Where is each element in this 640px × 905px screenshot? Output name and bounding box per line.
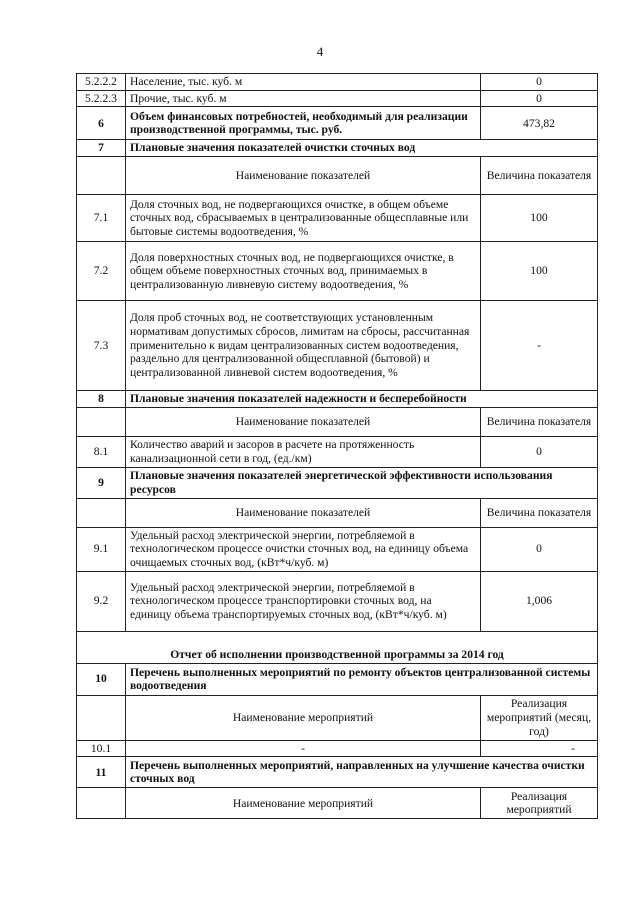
section-title: Перечень выполненных мероприятий, направленных на улучшение качества очистки сточных вод: [126, 757, 598, 788]
table-row: [77, 195, 598, 242]
row-value: 0: [481, 436, 598, 467]
row-number: 7.2: [77, 242, 126, 301]
value-column-header: Величина показателя: [481, 157, 598, 195]
row-value: 473,82: [481, 107, 598, 140]
row-number: 5.2.2.3: [77, 90, 126, 107]
row-text: -: [126, 740, 481, 757]
section-row: [77, 467, 598, 498]
row-number: 9.1: [77, 527, 126, 571]
row-value: 1,006: [481, 571, 598, 631]
section-row: [77, 757, 598, 788]
name-column-header: Наименование показателей: [126, 407, 481, 436]
column-header-row: [77, 695, 598, 740]
row-value: 0: [481, 90, 598, 107]
section-title: Плановые значения показателей очистки сточных вод: [126, 140, 598, 157]
report-title-row: [77, 631, 598, 663]
row-number: 6: [77, 107, 126, 140]
table-row: [77, 74, 598, 91]
row-number: 7.1: [77, 195, 126, 242]
page-number: 4: [316, 44, 324, 59]
section-number: 8: [77, 391, 126, 408]
section-number: 10: [77, 663, 126, 695]
name-column-header: Наименование мероприятий: [126, 695, 481, 740]
section-number: 11: [77, 757, 126, 788]
section-number: 7: [77, 140, 126, 157]
column-header-row: [77, 788, 598, 819]
name-column-header: Наименование показателей: [126, 498, 481, 527]
row-value: 100: [481, 242, 598, 301]
row-text: Доля проб сточных вод, не соответствующих установленным нормативам допустимых сбросов, лимитам на сбросы, рассчитанная применительно к видам централизованных систем водоотведения, раздельно для централизованной общесплавной (бытовой) и централизованной ливневой систем водоотведения, %: [126, 301, 481, 391]
row-text: Прочие, тыс. куб. м: [126, 90, 481, 107]
program-table: [76, 73, 598, 819]
table-row: [77, 571, 598, 631]
row-number: 7.3: [77, 301, 126, 391]
section-row: [77, 391, 598, 408]
name-column-header: Наименование мероприятий: [126, 788, 481, 819]
row-number: 8.1: [77, 436, 126, 467]
row-value: 0: [481, 527, 598, 571]
table-row: [77, 107, 598, 140]
table-row: [77, 90, 598, 107]
row-text: Население, тыс. куб. м: [126, 74, 481, 91]
table-row: [77, 242, 598, 301]
table-row: [77, 436, 598, 467]
row-value: -: [481, 740, 598, 757]
row-value: 0: [481, 74, 598, 91]
row-text: Удельный расход электрической энергии, потребляемой в технологическом процессе очистки сточных вод, на единицу объема очищаемых сточных вод, (кВт*ч/куб. м): [126, 527, 481, 571]
section-number: 9: [77, 467, 126, 498]
section-row: [77, 140, 598, 157]
row-number: 5.2.2.2: [77, 74, 126, 91]
value-column-header: Реализация мероприятий (месяц, год): [481, 695, 598, 740]
column-header-row: [77, 498, 598, 527]
name-column-header: Наименование показателей: [126, 157, 481, 195]
column-header-row: [77, 157, 598, 195]
value-column-header: Реализация мероприятий: [481, 788, 598, 819]
report-title: Отчет об исполнении производственной программы за 2014 год: [77, 631, 598, 663]
table-row: [77, 527, 598, 571]
section-title: Перечень выполненных мероприятий по ремонту объектов централизованной системы водоотведения: [126, 663, 598, 695]
row-number: 10.1: [77, 740, 126, 757]
section-row: [77, 663, 598, 695]
row-value: -: [481, 301, 598, 391]
row-text: Удельный расход электрической энергии, потребляемой в технологическом процессе транспортировки сточных вод, на единицу объема транспортируемых сточных вод, (кВт*ч/куб. м): [126, 571, 481, 631]
row-value: 100: [481, 195, 598, 242]
value-column-header: Величина показателя: [481, 498, 598, 527]
row-text: Количество аварий и засоров в расчете на протяженность канализационной сети в год, (ед./км): [126, 436, 481, 467]
value-column-header: Величина показателя: [481, 407, 598, 436]
section-title: Плановые значения показателей энергетической эффективности использования ресурсов: [126, 467, 598, 498]
row-number: 9.2: [77, 571, 126, 631]
section-title: Плановые значения показателей надежности и бесперебойности: [126, 391, 598, 408]
row-text: Объем финансовых потребностей, необходимый для реализации производственной программы, тыс. руб.: [126, 107, 481, 140]
row-text: Доля сточных вод, не подвергающихся очистке, в общем объеме сточных вод, сбрасываемых в централизованные общесплавные или бытовые системы водоотведения, %: [126, 195, 481, 242]
column-header-row: [77, 407, 598, 436]
row-text: Доля поверхностных сточных вод, не подвергающихся очистке, в общем объеме поверхностных сточных вод, принимаемых в централизованную ливневую систему водоотведения, %: [126, 242, 481, 301]
table-row: [77, 740, 598, 757]
table-row: [77, 301, 598, 391]
